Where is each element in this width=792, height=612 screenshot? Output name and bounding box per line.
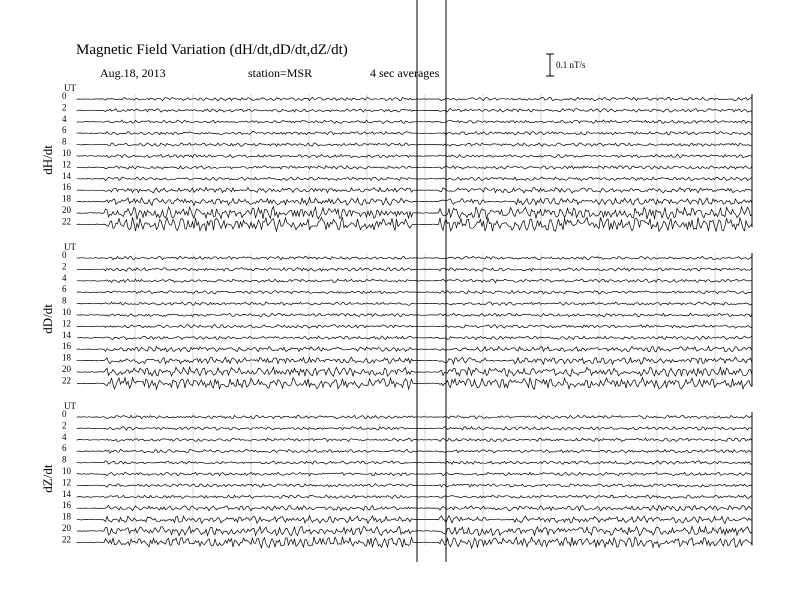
row-label-ut-16: 16 xyxy=(62,182,71,193)
trace-ut-4 xyxy=(77,438,752,442)
panel-ylabel: dD/dt xyxy=(40,304,55,334)
trace-ut-8 xyxy=(77,302,752,305)
row-label-ut-6: 6 xyxy=(62,443,67,454)
trace-ut-0 xyxy=(77,256,752,260)
row-label-ut-20: 20 xyxy=(62,205,71,215)
trace-ut-8 xyxy=(77,461,752,465)
trace-ut-20 xyxy=(77,526,752,535)
trace-ut-10 xyxy=(77,313,752,317)
row-label-ut-16: 16 xyxy=(62,500,71,511)
row-label-ut-20: 20 xyxy=(62,523,71,533)
trace-ut-0 xyxy=(77,415,752,418)
row-label-ut-14: 14 xyxy=(62,170,71,181)
trace-ut-22 xyxy=(77,217,752,231)
row-label-ut-6: 6 xyxy=(62,284,67,295)
row-label-ut-0: 0 xyxy=(62,409,67,419)
trace-ut-10 xyxy=(77,154,752,157)
scale-bar xyxy=(546,54,586,76)
row-label-ut-12: 12 xyxy=(62,159,71,170)
row-label-ut-0: 0 xyxy=(62,250,67,260)
trace-ut-22 xyxy=(77,378,752,390)
trace-ut-0 xyxy=(77,97,752,101)
row-label-ut-18: 18 xyxy=(62,511,71,522)
row-label-ut-6: 6 xyxy=(62,125,67,136)
row-label-ut-8: 8 xyxy=(62,295,67,306)
row-label-ut-10: 10 xyxy=(62,307,71,317)
trace-ut-16 xyxy=(77,506,752,512)
panel-ylabel: dH/dt xyxy=(40,145,55,175)
ut-label: UT xyxy=(64,401,76,411)
trace-ut-14 xyxy=(77,495,752,499)
trace-ut-16 xyxy=(77,346,752,352)
row-label-ut-4: 4 xyxy=(62,113,67,124)
row-label-ut-14: 14 xyxy=(62,329,71,340)
trace-ut-4 xyxy=(77,279,752,283)
panel-dd-dt xyxy=(40,242,752,389)
row-label-ut-18: 18 xyxy=(62,193,71,204)
row-label-ut-4: 4 xyxy=(62,272,67,283)
trace-ut-6 xyxy=(77,132,752,135)
trace-ut-6 xyxy=(77,449,752,453)
row-label-ut-0: 0 xyxy=(62,91,67,101)
panels-group xyxy=(40,83,752,548)
row-label-ut-8: 8 xyxy=(62,454,67,465)
station-label: station=MSR xyxy=(248,66,313,80)
row-label-ut-22: 22 xyxy=(62,534,71,545)
trace-ut-8 xyxy=(77,143,752,146)
panel-dh-dt xyxy=(40,83,752,232)
trace-ut-12 xyxy=(77,166,752,170)
panel-ylabel: dZ/dt xyxy=(40,464,55,493)
averaging-label: 4 sec averages xyxy=(370,66,440,80)
trace-ut-12 xyxy=(77,325,752,329)
ut-label: UT xyxy=(64,242,76,252)
row-label-ut-18: 18 xyxy=(62,352,71,363)
trace-ut-18 xyxy=(77,357,752,364)
trace-ut-14 xyxy=(77,177,752,181)
trace-ut-22 xyxy=(77,537,752,549)
row-label-ut-12: 12 xyxy=(62,318,71,329)
row-label-ut-22: 22 xyxy=(62,216,71,227)
row-label-ut-10: 10 xyxy=(62,148,71,158)
row-label-ut-22: 22 xyxy=(62,375,71,386)
trace-ut-14 xyxy=(77,336,752,340)
trace-ut-12 xyxy=(77,484,752,487)
row-label-ut-8: 8 xyxy=(62,136,67,147)
trace-ut-2 xyxy=(77,427,752,431)
row-label-ut-4: 4 xyxy=(62,431,67,442)
panel-dz-dt xyxy=(40,401,752,548)
trace-ut-18 xyxy=(77,198,752,206)
trace-ut-16 xyxy=(77,187,752,193)
trace-ut-18 xyxy=(77,516,752,524)
trace-ut-6 xyxy=(77,291,752,294)
trace-ut-20 xyxy=(77,207,752,220)
trace-ut-2 xyxy=(77,109,752,113)
trace-ut-10 xyxy=(77,472,752,476)
row-label-ut-2: 2 xyxy=(62,420,67,431)
scale-bar-label: 0.1 nT/s xyxy=(556,60,586,70)
row-label-ut-10: 10 xyxy=(62,466,71,476)
ut-label: UT xyxy=(64,83,76,93)
date-label: Aug.18, 2013 xyxy=(100,66,166,80)
trace-ut-20 xyxy=(77,367,752,376)
trace-ut-4 xyxy=(77,120,752,124)
trace-ut-2 xyxy=(77,268,752,272)
row-label-ut-12: 12 xyxy=(62,477,71,488)
row-label-ut-14: 14 xyxy=(62,488,71,499)
row-label-ut-20: 20 xyxy=(62,364,71,374)
row-label-ut-16: 16 xyxy=(62,341,71,352)
chart-title: Magnetic Field Variation (dH/dt,dD/dt,dZ/dt) xyxy=(76,42,348,58)
row-label-ut-2: 2 xyxy=(62,102,67,113)
row-label-ut-2: 2 xyxy=(62,261,67,272)
